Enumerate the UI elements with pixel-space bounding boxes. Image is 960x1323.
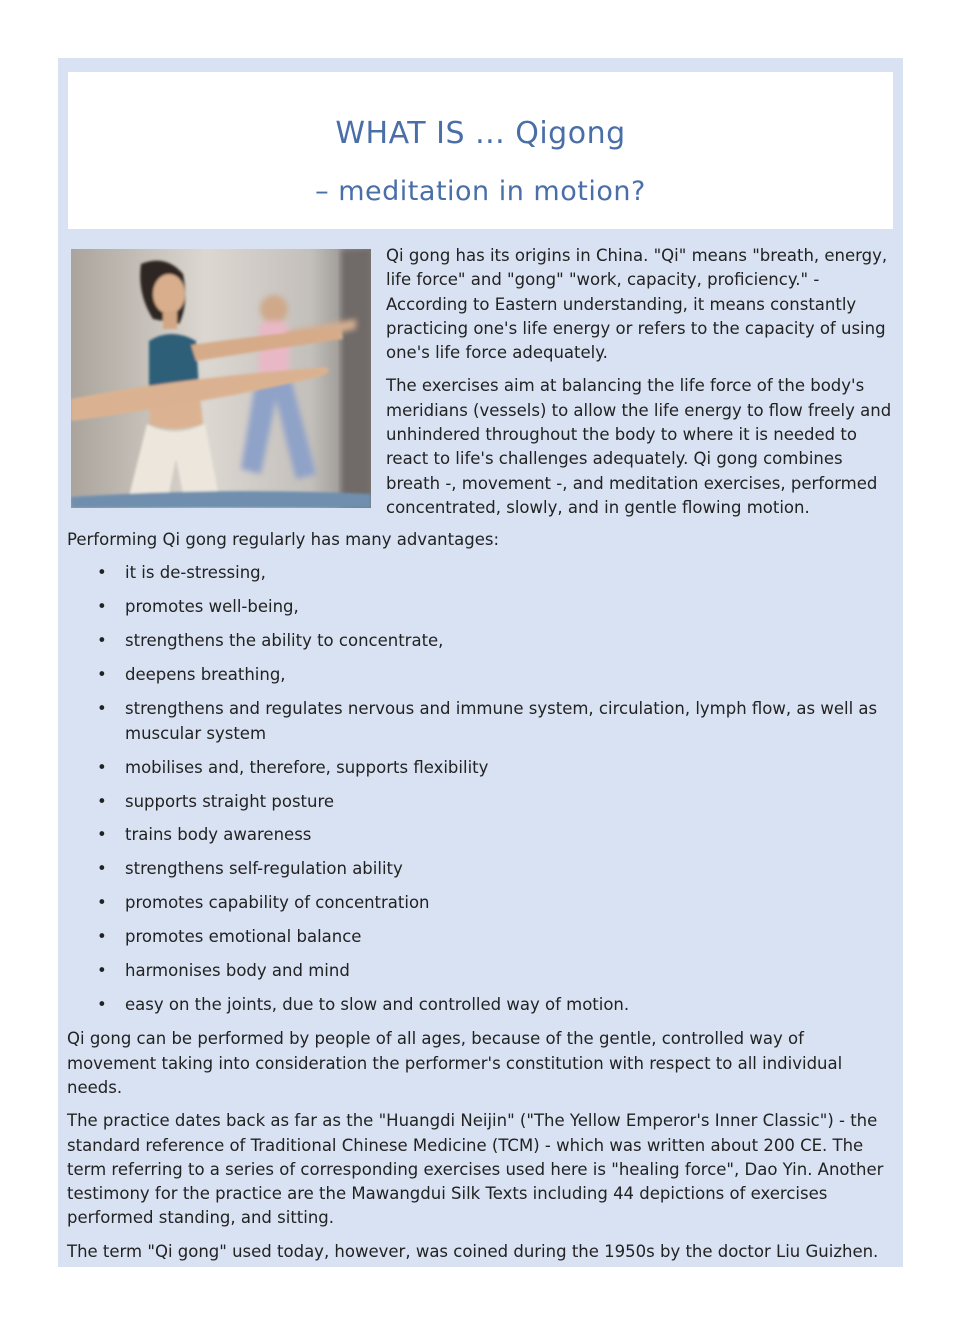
- content-panel: [58, 58, 903, 1267]
- page-title: WHAT IS ... Qigong: [335, 116, 626, 151]
- list-item: • promotes emotional balance: [67, 925, 897, 949]
- closing-paragraph-ages: Qi gong can be performed by people of all ages, because of the gentle, controlled way of movement taking into consideration the performer's constitution with respect to all individual needs.: [67, 1029, 843, 1097]
- closing-paragraph-term: The term "Qi gong" used today, however, was coined during the 1950s by the doctor Liu Guizhen.: [67, 1241, 879, 1261]
- list-item: • easy on the joints, due to slow and controlled way of motion.: [67, 993, 897, 1017]
- bullet-icon: •: [97, 597, 107, 617]
- advantages-lead: Performing Qi gong regularly has many advantages:: [67, 530, 500, 549]
- list-item: • it is de-stressing,: [67, 561, 897, 585]
- bullet-icon: •: [97, 893, 107, 913]
- list-item: • strengthens and regulates nervous and immune system, circulation, lymph flow, as well as muscular system: [97, 699, 878, 743]
- advantages-list: [67, 561, 897, 1017]
- bullet-icon: •: [97, 961, 107, 981]
- list-item: • promotes capability of concentration: [67, 891, 897, 915]
- bullet-icon: •: [97, 757, 107, 777]
- intro-text: [386, 244, 896, 529]
- list-item: • strengthens the ability to concentrate,: [67, 629, 897, 653]
- list-item: • strengthens self-regulation ability: [67, 857, 897, 881]
- yoga-photo: [71, 249, 371, 508]
- bullet-icon: •: [97, 631, 107, 651]
- bullet-icon: •: [97, 699, 107, 719]
- bullet-icon: •: [97, 825, 107, 845]
- body-text: [67, 528, 897, 1273]
- list-item: • trains body awareness: [67, 823, 897, 847]
- closing-paragraph-history: The practice dates back as far as the "Huangdi Neijin" ("The Yellow Emperor's Inner Classic") - the standard reference of Traditional Chinese Medicine (TCM) - which was written about 200 CE. The term referring to a series of corresponding exercises used here is "healing force", Dao Yin. Another testimony for the practice are the Mawangdui Silk Texts including 44 depictions of exercises performed standing, and sitting.: [67, 1111, 884, 1228]
- intro-paragraph-exercises: The exercises aim at balancing the life force of the body's meridians (vessels) to allow the life energy to flow freely and unhindered throughout the body to where it is needed to react to life's challenges adequately. Qi gong combines breath -, movement -, and meditation exercises, performed concentrated, slowly, and in gentle flowing motion.: [386, 376, 892, 517]
- list-item: • mobilises and, therefore, supports flexibility: [67, 756, 897, 780]
- list-item: • supports straight posture: [67, 790, 897, 814]
- bullet-icon: •: [97, 665, 107, 685]
- list-item: • promotes well-being,: [67, 595, 897, 619]
- list-item: • harmonises body and mind: [67, 959, 897, 983]
- list-item: • deepens breathing,: [67, 663, 897, 687]
- bullet-icon: •: [97, 995, 107, 1015]
- bullet-icon: •: [97, 859, 107, 879]
- bullet-icon: •: [97, 927, 107, 947]
- yoga-photo-illustration: [71, 249, 371, 508]
- intro-paragraph-origins: Qi gong has its origins in China. "Qi" means "breath, energy, life force" and "gong" "work, capacity, proficiency." - According to Eastern understanding, it means constantly practicing one's life energy or refers to the capacity of using one's life force adequately.: [386, 246, 888, 363]
- bullet-icon: •: [97, 791, 107, 811]
- page-subtitle: – meditation in motion?: [315, 176, 646, 207]
- title-box: [68, 72, 893, 229]
- bullet-icon: •: [97, 563, 107, 583]
